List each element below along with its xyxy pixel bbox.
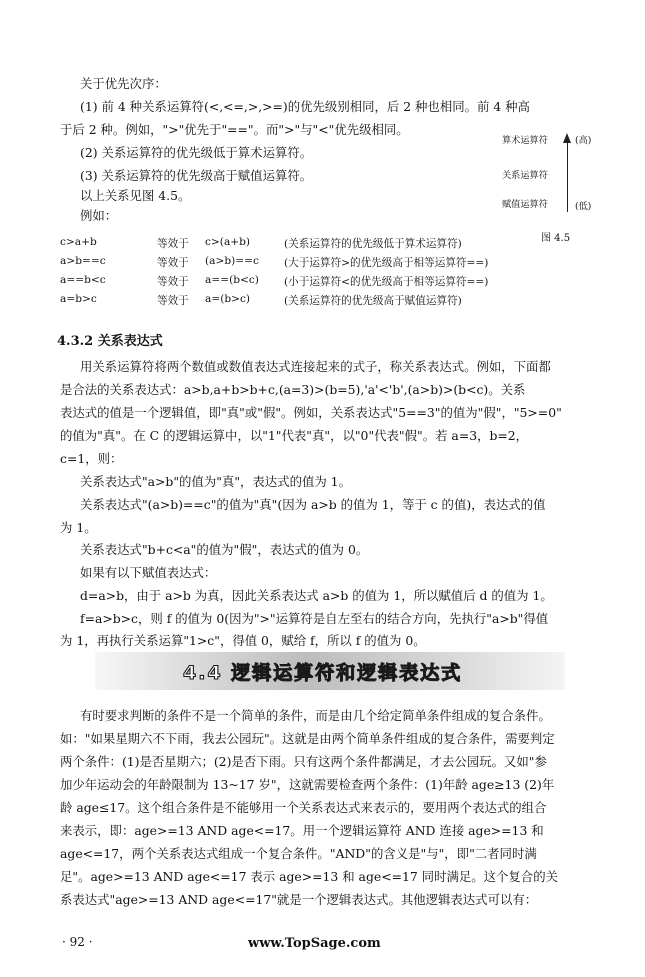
paragraph-line: 加少年运动会的年龄限制为 13~17 岁"，这就需要检查两个条件：(1)年龄 age≥13 (2)年 [60, 777, 555, 792]
paragraph-line: 为 1，再执行关系运算"1>c"，得值 0，赋给 f，所以 f 的值为 0。 [60, 633, 426, 648]
figure-label-relational: 关系运算符 [502, 170, 548, 181]
example-expression: a=b>c [60, 293, 97, 305]
paragraph-line: 用关系运算符将两个数值或数值表达式连接起来的式子，称关系表达式。例如，下面都 [80, 359, 551, 374]
paragraph-line: 有时要求判断的条件不是一个简单的条件，而是由几个给定简单条件组成的复合条件。 [80, 708, 551, 723]
example-equivalent: (a>b)==c [205, 255, 259, 267]
paragraph-line: age<=17，两个关系表达式组成一个复合条件。"AND"的含义是"与"，即"二者同时满 [60, 846, 537, 861]
example-equivalent-label: 等效于 [157, 238, 189, 250]
figure-caption: 图 4.5 [541, 233, 571, 244]
figure-note-low: (低) [575, 201, 592, 212]
example-note: (小于运算符<的优先级高于相等运算符==) [284, 276, 489, 288]
paragraph-line: 系表达式"age>=13 AND age<=17"就是一个逻辑表达式。其他逻辑表达式可以有： [60, 892, 538, 907]
example-equivalent-label: 等效于 [157, 276, 189, 288]
paragraph-line: 两个条件：(1)是否星期六；(2)是否下雨。只有这两个条件都满足，才去公园玩。又如"参 [60, 754, 547, 769]
paragraph-line: 足"。age>=13 AND age<=17 表示 age>=13 和 age<=17 同时满足。这个复合的关 [60, 869, 558, 884]
footer-url: www.TopSage.com [248, 936, 381, 951]
arrow-shaft [567, 142, 568, 212]
page-number: · 92 · [62, 935, 93, 949]
example-equivalent: c>(a+b) [205, 236, 251, 248]
paragraph-line: 的值为"真"。在 C 的逻辑运算中，以"1"代表"真"，以"0"代表"假"。若 a=3，b=2， [60, 428, 529, 443]
section-4-4-heading: 4.4 逻辑运算符和逻辑表达式 [183, 662, 463, 684]
paragraph-line: 为 1。 [60, 520, 97, 535]
section-4-3-2-heading: 4.3.2 关系表达式 [57, 334, 163, 349]
paragraph-line: 龄 age≤17。这个组合条件是不能够用一个关系表达式来表示的，要用两个表达式的组合 [60, 800, 547, 815]
example-equivalent: a=(b>c) [205, 293, 251, 305]
paragraph-line: 来表示，即：age>=13 AND age<=17。用一个逻辑运算符 AND 连接 age>=13 和 [60, 823, 544, 838]
example-equivalent-label: 等效于 [157, 295, 189, 307]
intro-item-3: (3) 关系运算符的优先级高于赋值运算符。 [80, 168, 313, 183]
intro-item-1-line-2: 于后 2 种。例如，">"优先于"=="。而">"与"<"优先级相同。 [60, 122, 409, 137]
example-label: 例如： [80, 208, 118, 223]
paragraph-line: 关系表达式"(a>b)==c"的值为"真"(因为 a>b 的值为 1，等于 c 的值)，表达式的值 [80, 497, 546, 512]
paragraph-line: d=a>b，由于 a>b 为真，因此关系表达式 a>b 的值为 1，所以赋值后 d 的值为 1。 [80, 588, 553, 603]
paragraph-line: c=1，则： [60, 451, 123, 466]
figure-label-arithmetic: 算术运算符 [502, 135, 548, 146]
intro-heading: 关于优先次序： [80, 76, 167, 91]
figure-note-high: (高) [575, 135, 592, 146]
paragraph-line: 关系表达式"b+c<a"的值为"假"，表达式的值为 0。 [80, 542, 369, 557]
paragraph-line: 关系表达式"a>b"的值为"真"，表达式的值为 1。 [80, 474, 351, 489]
intro-item-1-line-1: (1) 前 4 种关系运算符(<,<=,>,>=)的优先级别相同，后 2 种也相同。前 4 种高 [80, 99, 530, 114]
paragraph-line: 如："如果星期六不下雨，我去公园玩"。这就是由两个简单条件组成的复合条件，需要判定 [60, 731, 555, 746]
paragraph-line: f=a>b>c，则 f 的值为 0(因为">"运算符是自左至右的结合方向，先执行"a>b"得值 [80, 611, 549, 626]
intro-item-2: (2) 关系运算符的优先级低于算术运算符。 [80, 145, 313, 160]
see-figure-line: 以上关系见图 4.5。 [80, 188, 191, 203]
paragraph-line: 表达式的值是一个逻辑值，即"真"或"假"。例如，关系表达式"5==3"的值为"假"，"5>=0" [60, 405, 562, 420]
example-equivalent: a==(b<c) [205, 274, 259, 286]
example-note: (关系运算符的优先级高于赋值运算符) [284, 295, 462, 307]
paragraph-line: 如果有以下赋值表达式： [80, 565, 217, 580]
example-expression: a==b<c [60, 274, 106, 286]
example-note: (关系运算符的优先级低于算术运算符) [284, 238, 462, 250]
example-expression: c>a+b [60, 236, 97, 248]
example-equivalent-label: 等效于 [157, 257, 189, 269]
figure-label-assignment: 赋值运算符 [502, 199, 548, 210]
example-expression: a>b==c [60, 255, 106, 267]
paragraph-line: 是合法的关系表达式：a>b,a+b>b+c,(a=3)>(b=5),'a'<'b',(a>b)>(b<c)。关系 [60, 382, 526, 397]
example-note: (大于运算符>的优先级高于相等运算符==) [284, 257, 489, 269]
